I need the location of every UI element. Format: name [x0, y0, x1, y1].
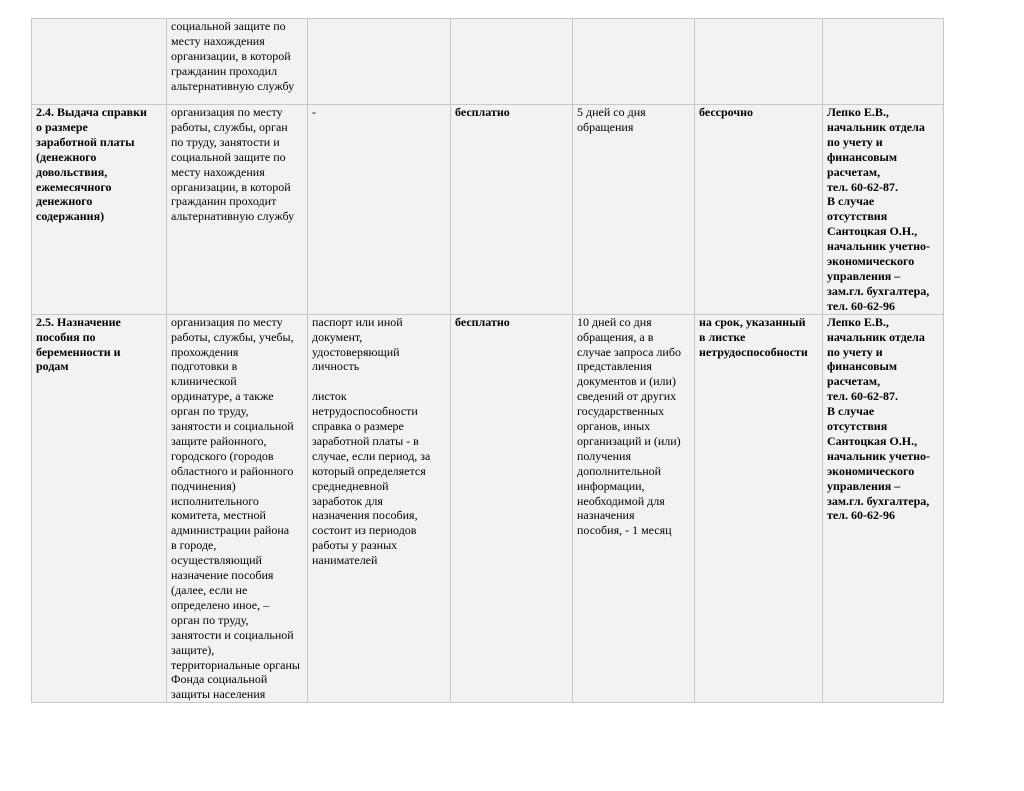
responsible-cell: Лепко Е.В., начальник отдела по учету и финансовым расчетам, тел. 60-62-87. В случае отсутствия Сантоцкая О.Н., начальник учетно- экономического управления – зам.гл. бухгалтера, тел. 60-62-96	[823, 105, 944, 315]
organ-cell: социальной защите по месту нахождения организации, в которой гражданин проходил альтернативную службу	[167, 19, 308, 105]
organ-cell: организация по месту работы, службы, орган по труду, занятости и социальной защите по месту нахождения организации, в которой гражданин проходит альтернативную службу	[167, 105, 308, 315]
validity-cell: на срок, указанный в листке нетрудоспособности	[695, 314, 823, 703]
responsible-cell	[823, 19, 944, 105]
documents-cell: паспорт или иной документ, удостоверяющий личность листок нетрудоспособности справка о размере заработной платы - в случае, если период, за который определяется среднедневной заработок для назначения пособия, состоит из периодов работы у разных нанимателей	[308, 314, 451, 703]
table-row	[32, 105, 944, 315]
documents-cell: -	[308, 105, 451, 315]
validity-cell	[695, 19, 823, 105]
organ-cell: организация по месту работы, службы, учебы, прохождения подготовки в клинической ординатуре, а также орган по труду, занятости и социальной защите районного, городского (городов областного и районного подчинения) исполнительного комитета, местной администрации района в городе, осуществляющий назначение пособия (далее, если не определено иное, – орган по труду, занятости и социальной защите), территориальные органы Фонда социальной защиты населения	[167, 314, 308, 703]
fee-cell: бесплатно	[451, 314, 573, 703]
fee-cell: бесплатно	[451, 105, 573, 315]
procedures-table	[31, 18, 944, 703]
term-cell	[573, 19, 695, 105]
documents-cell	[308, 19, 451, 105]
fee-cell	[451, 19, 573, 105]
responsible-cell: Лепко Е.В., начальник отдела по учету и финансовым расчетам, тел. 60-62-87. В случае отсутствия Сантоцкая О.Н., начальник учетно- экономического управления – зам.гл. бухгалтера, тел. 60-62-96	[823, 314, 944, 703]
validity-cell: бессрочно	[695, 105, 823, 315]
procedure-cell: 2.5. Назначение пособия по беременности и родам	[32, 314, 167, 703]
table-row	[32, 19, 944, 105]
term-cell: 5 дней со дня обращения	[573, 105, 695, 315]
table-row	[32, 314, 944, 703]
term-cell: 10 дней со дня обращения, а в случае запроса либо представления документов и (или) сведений от других государственных органов, иных организаций и (или) получения дополнительной информации, необходимой для назначения пособия, - 1 месяц	[573, 314, 695, 703]
procedure-cell: 2.4. Выдача справки о размере заработной платы (денежного довольствия, ежемесячного денежного содержания)	[32, 105, 167, 315]
procedure-cell	[32, 19, 167, 105]
